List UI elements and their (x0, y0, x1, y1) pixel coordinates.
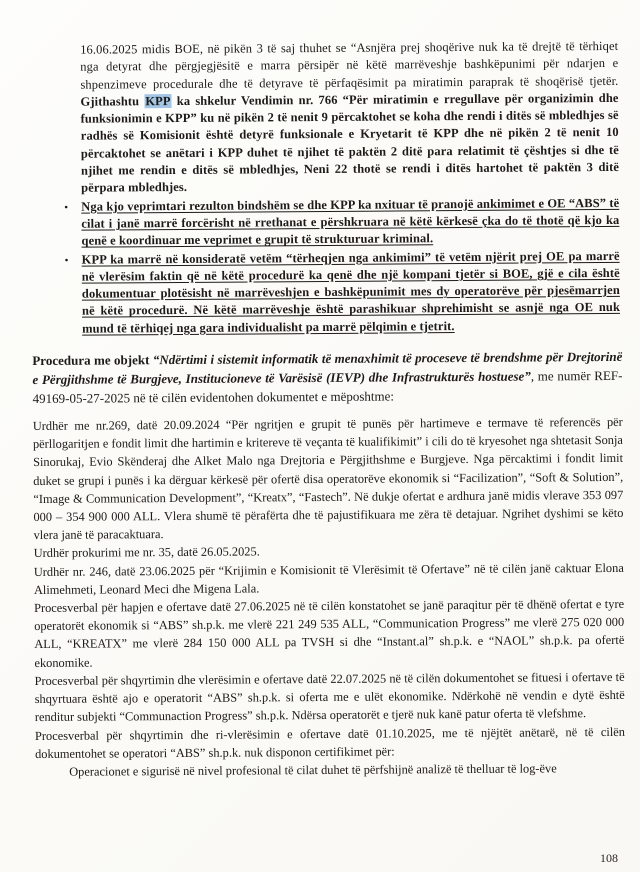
procedure-tail: , me numër REF-49169-05-27-2025 në të cilën evidentohen dokumentet e mëposhtme: (32, 367, 623, 407)
bullet-text-kpp-pressured: Nga kjo veprimtari rezulton bindshëm se dhe KPP ka nxituar të pranojë ankimimet e OE “ABS” të cilat i janë marrë forcërisht në rrethanat e përshkruara në këtë kërkesë çka do të thotë që kjo ka qenë e koordinuar me veprimet e grupit të strukturuar kriminal. (81, 195, 620, 248)
intro-regular-text: 16.06.2025 midis BOE, në pikën 3 të saj thuhet se “Asnjëra prej shoqërive nuk ka të drejtë të tërhiqet nga detyrat dhe përgjegjësitë e marra përsipër në këtë marrëveshje bashkëpunimi për ndarjen e shpenzimeve procedurale dhe të detyrave të përfaqësimit pa miratimin paraprak të shoqërisë tjetër. (80, 38, 619, 92)
document-procurement-order-35: Urdhër prokurimi me nr. 35, datë 26.05.2025. (33, 544, 260, 561)
document-order-246: Urdhër nr. 246, datë 23.06.2025 për “Krijimin e Komisionit të Vlerësimit të Ofertave” në të cilën janë caktuar Elona Alimehmeti, Leonard Meci dhe Migena Lala. (33, 560, 624, 597)
bullet-icon: • (64, 254, 69, 267)
bullet-text-kpp-withdrawal: KPP ka marrë në konsideratë vetëm “tërheqjen nga ankimimi” të vetëm njërit prej OE pa marrë në vlerësim faktin që në këtë procedurë ka qenë dhe një kompani tjetër si BOE, gjë e cila është dokumentuar plotësisht në marrëveshjen e bashkëpunimit mes dy operatorëve për pjesëmarrjen në këtë procedurë. Në këtë marrëveshje është parashikuar shprehimisht se asnjë nga OE nuk mund të tërhiqej nga gara individualisht pa marrë pëlqimin e tjetrit. (81, 248, 621, 336)
procedure-title: “Ndërtimi i sistemit informatik të menaxhimit të proceseve të brendshme për Drejtorinë e Përgjithshme të Burgjeve, Institucioneve të Varësisë (IEVP) dhe Infrastrukturës hostuese” (32, 348, 623, 388)
procedure-lead: Procedura me objekt (32, 352, 153, 369)
page-number: 108 (600, 851, 618, 865)
documents-list (33, 413, 626, 781)
intro-paragraph (80, 38, 619, 197)
document-order-269: Urdhër me nr.269, datë 20.09.2024 “Për ngritjen e grupit të punës për hartimeve e termave të referencës për përllogaritjen e fondit limit dhe hartimin e kritereve të veçanta të kualifikimit” i cili do të kryesohet nga shtetasit Sonja Sinorukaj, Evio Skënderaj dhe Alket Malo nga Drejtoria e Përgjithshme e Burgjeve. Nga përcaktimi i fondit limit duket se grupi i punës i ka dërguar kërkesë për ofertë disa operatorëve ekonomik si “Facilization”, “Soft & Solution”, “Image & Communication Development”, “Kreatx”, “Fastech”. Në dukje ofertat e ardhura janë midis vlerave 353 097 000 – 354 900 000 ALL. Vlera shumë të përafërta dhe të pajustifikuara me zëra të detajuar. Ngrihet dyshimi se këto vlera janë të paracaktuara. (32, 414, 624, 543)
intro-bold-lead: Gjithashtu (80, 94, 145, 109)
document-minutes-evaluation: Procesverbal për shqyrtimin dhe vlerësimin e ofertave datë 22.07.2025 në të cilën dokumentohet se fituesi i ofertave të shqyrtuara është ajo e operatorit “ABS” sh.p.k. si oferta me e ulët ekonomike. Ndërkohë në vendin e dytë është renditur subjekti “Communaction Progress” sh.p.k. Ndërsa operatorët e tjerë nuk kanë patur oferta të vlefshme. (34, 669, 625, 725)
intro-bold-rest: ka shkelur Vendimin nr. 766 “Për miratimin e rregullave për organizimin dhe funksionimin e KPP” ku në pikën 2 të nenit 9 përcaktohet se koha dhe rendi i ditës së mbledhjes së radhës së Komisionit është detyrë funksionale e Kryetarit të KPP dhe në pikën 2 të nenit 10 përcaktohet se anëtari i KPP duhet të njihet të paktën 2 ditë para relatimit të çështjes si dhe të njihet me rendin e ditës së mbledhjes, Neni 22 thotë se rendi i ditës hartohet të paktën 3 ditë përpara mbledhjes. (80, 90, 620, 196)
kpp-highlight: KPP (145, 93, 171, 109)
bullet-item (64, 247, 621, 337)
bullet-item (64, 195, 620, 251)
appeal-findings-section (64, 38, 621, 338)
document-minutes-opening: Procesverbal për hapjen e ofertave datë 27.06.2025 në të cilën konstatohet se janë paraqitur për të dhënë ofertat e tyre operatorët ekonomik si “ABS” sh.p.k. me vlerë 221 249 535 ALL, “Communication Progress” me vlerë 275 020 000 ALL, “KREATX” me vlerë 284 150 000 ALL pa TVSH si dhe “Instant.al” sh.p.k. e “NAOL” sh.p.k. pa ofertë ekonomike. (34, 596, 625, 670)
certification-sub-item: Operacionet e sigurisë në nivel profesional të cilat duhet të përfshijnë analizë të thelluar të log-ëve (69, 761, 557, 779)
procedure-section (32, 347, 625, 781)
procedure-paragraph (32, 347, 622, 408)
bullet-icon: • (64, 201, 69, 214)
document-minutes-reevaluation: Procesverbal për shqyrtimin dhe ri-vlerësimin e ofertave datë 01.10.2025, me të njëjtët anëtarë, në të cilën dokumentohet se operatori “ABS” sh.p.k. nuk disponon certifikimet për: (34, 724, 625, 761)
